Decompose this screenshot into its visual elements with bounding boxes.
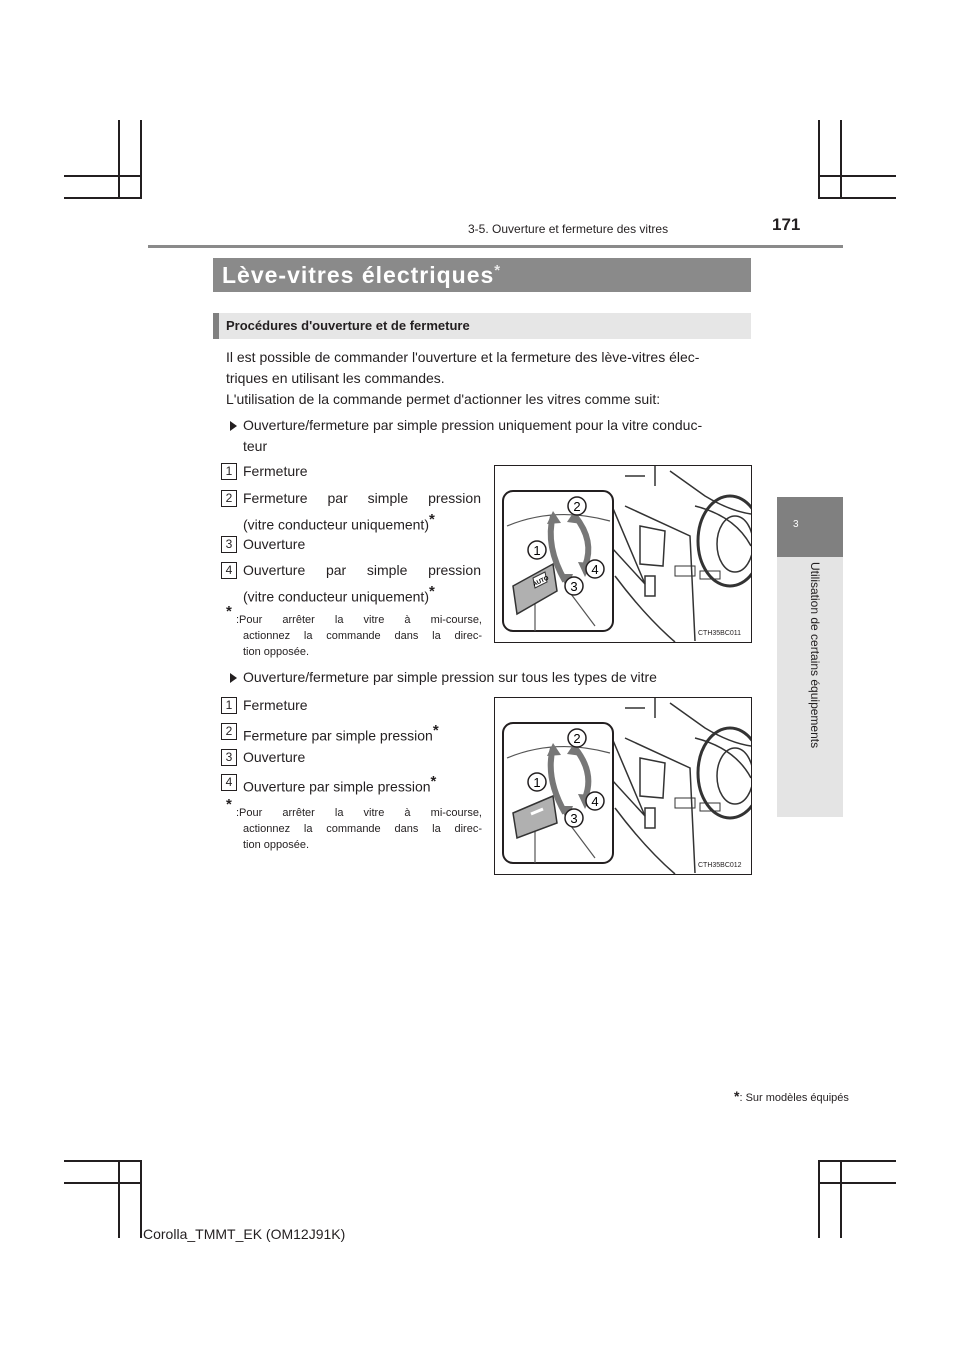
item-number-badge: 2 (221, 490, 237, 507)
section-title (222, 262, 501, 289)
asterisk-marker: * (432, 722, 439, 739)
callout-number: 2 (573, 499, 581, 514)
crop-mark (118, 120, 120, 198)
note-asterisk: * (226, 796, 232, 813)
note-line: tion opposée. (243, 839, 310, 851)
intro-line: Il est possible de commander l'ouverture et la fermeture des lève-vitres élec- (226, 349, 700, 365)
crop-mark (64, 1182, 142, 1184)
crop-mark (818, 197, 896, 199)
item-number-badge: 3 (221, 536, 237, 553)
chapter-title: Utilisation de certains équipements (808, 562, 822, 749)
item-number-badge: 3 (221, 749, 237, 766)
item-number-badge: 1 (221, 697, 237, 714)
asterisk-marker: * (430, 773, 437, 790)
crop-mark (140, 120, 142, 198)
section-title-star: * (494, 262, 502, 279)
bullet-line: teur (243, 438, 268, 454)
item-text: Ouverture (243, 749, 306, 765)
crop-mark (64, 175, 142, 177)
crop-mark (818, 120, 820, 198)
callout-number: 4 (591, 794, 599, 809)
note-line: :Pour arrêter la vitre à mi-course, (236, 807, 482, 819)
intro-line: L'utilisation de la commande permet d'actionner les vitres comme suit: (226, 391, 661, 407)
footnote (734, 1088, 849, 1104)
callout-number: 4 (591, 562, 599, 577)
asterisk-marker: * (429, 583, 435, 600)
figure-code: CTH35BC011 (698, 630, 742, 637)
crop-mark (818, 1160, 896, 1162)
item-text: Fermeture (243, 697, 308, 713)
item-text (243, 581, 435, 608)
header-divider (148, 245, 843, 248)
subheading-accent (213, 313, 219, 339)
callout-number: 2 (573, 731, 581, 746)
figure-window-switch-driver (494, 465, 752, 643)
header-section-title: 3-5. Ouverture et fermeture des vitres (468, 222, 669, 236)
crop-mark (818, 175, 896, 177)
callout-number: 3 (570, 811, 578, 826)
callout-number: 1 (533, 775, 541, 790)
callout-number: 1 (533, 543, 541, 558)
section-title-text: Lève-vitres électriques (222, 262, 495, 288)
item-text-line: (vitre conducteur uniquement) (243, 516, 429, 533)
item-number-badge: 4 (221, 562, 237, 579)
figure-window-switch-all (494, 697, 752, 875)
item-text: Ouverture par simple pression (243, 562, 481, 578)
item-text (243, 509, 435, 536)
asterisk-marker: * (429, 511, 435, 528)
crop-mark (140, 1160, 142, 1238)
crop-mark (840, 120, 842, 198)
item-number-badge: 4 (221, 774, 237, 791)
crop-mark (64, 1160, 142, 1162)
subheading: Procédures d'ouverture et de fermeture (226, 318, 470, 333)
window-switch-illustration (495, 466, 751, 642)
document-id: Corolla_TMMT_EK (OM12J91K) (143, 1226, 346, 1242)
item-text-line: (vitre conducteur uniquement) (243, 588, 429, 605)
chapter-tab (777, 497, 843, 557)
item-text-line: Fermeture par simple pression (243, 727, 433, 744)
crop-mark (818, 1182, 896, 1184)
note-line: tion opposée. (243, 646, 310, 658)
item-text-line: Ouverture par simple pression (243, 778, 431, 795)
bullet-triangle-icon (230, 421, 237, 431)
callout-number: 3 (570, 579, 578, 594)
crop-mark (840, 1160, 842, 1238)
item-number-badge: 2 (221, 723, 237, 740)
footnote-text: : Sur modèles équipés (739, 1092, 849, 1104)
item-text: Fermeture par simple pression (243, 490, 481, 506)
page-number: 171 (772, 215, 801, 234)
note-asterisk: * (226, 603, 232, 620)
figure-code: CTH35BC012 (698, 862, 742, 869)
item-text: Ouverture (243, 536, 306, 552)
note-line: :Pour arrêter la vitre à mi-course, (236, 614, 482, 626)
item-text (243, 720, 439, 747)
crop-mark (818, 1160, 820, 1238)
chapter-number: 3 (793, 519, 799, 530)
crop-mark (64, 197, 142, 199)
note-line: actionnez la commande dans la direc- (243, 630, 482, 642)
auto-label: AUTO (532, 575, 550, 589)
bullet-triangle-icon (230, 673, 237, 683)
item-text (243, 771, 436, 798)
bullet-line: Ouverture/fermeture par simple pression sur tous les types de vitre (243, 669, 657, 685)
window-switch-illustration (495, 698, 751, 874)
item-number-badge: 1 (221, 463, 237, 480)
intro-line: triques en utilisant les commandes. (226, 370, 445, 386)
footnote-asterisk: * (734, 1088, 740, 1104)
note-line: actionnez la commande dans la direc- (243, 823, 482, 835)
bullet-line: Ouverture/fermeture par simple pression uniquement pour la vitre conduc- (243, 417, 703, 433)
crop-mark (118, 1160, 120, 1238)
item-text: Fermeture (243, 463, 308, 479)
